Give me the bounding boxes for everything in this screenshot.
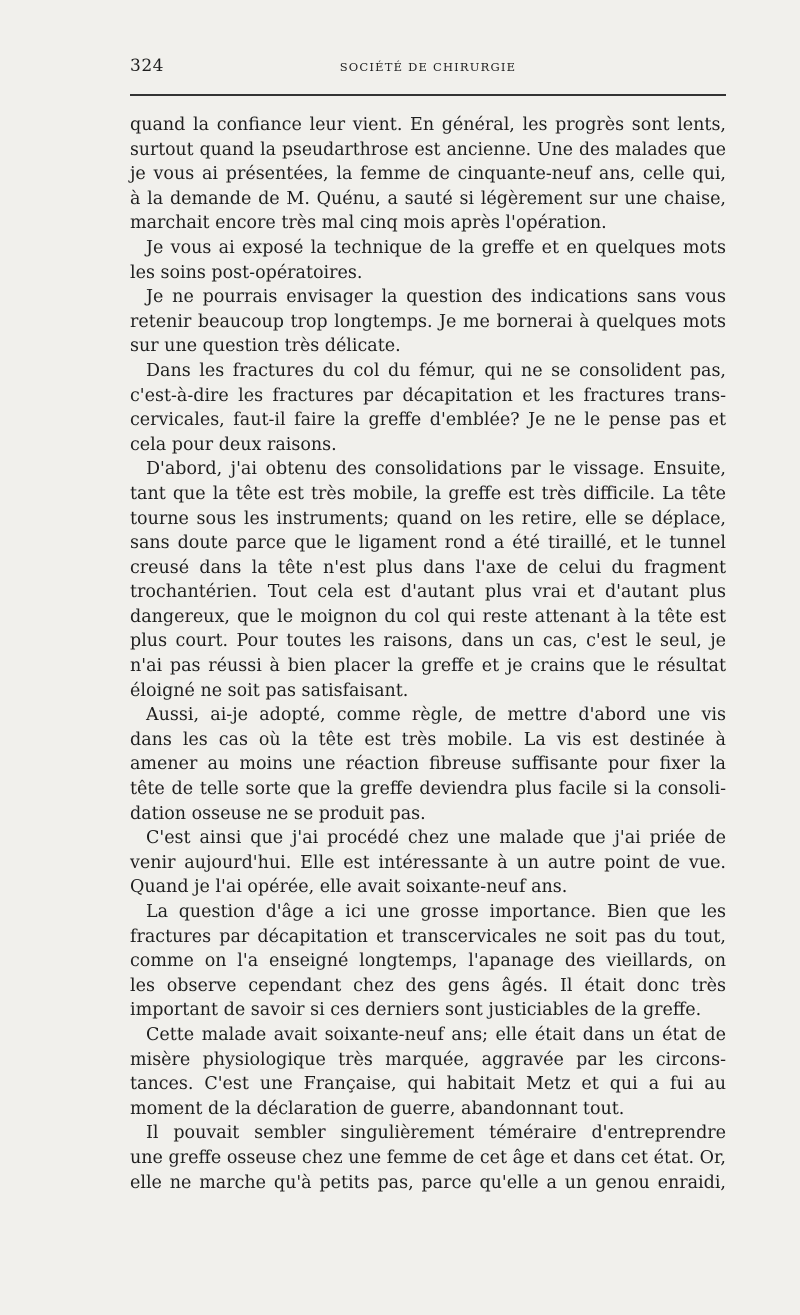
text-line: n'ai pas réussi à bien placer la greffe et je crains que le résultat [130,656,726,677]
text-line: les soins post-opératoires. [130,262,363,283]
text-line: retenir beaucoup trop longtemps. Je me bornerai à quelques mots [130,311,726,332]
body-text [130,113,726,1195]
text-line: Je ne pourrais envisager la question des indications sans vous [146,287,726,308]
text-line: venir aujourd'hui. Elle est intéressante à un autre point de vue. [130,852,726,873]
text-line: important de savoir si ces derniers sont justiciables de la greffe. [130,1000,702,1021]
text-line: à la demande de M. Quénu, a sauté si légèrement sur une chaise, [130,188,726,209]
text-line: tant que la tête est très mobile, la greffe est très difficile. La tête [130,483,726,504]
text-line: tourne sous les instruments; quand on les retire, elle se déplace, [130,508,726,529]
text-line: sur une question très délicate. [130,336,401,357]
text-line: tête de telle sorte que la greffe deviendra plus facile si la consoli- [130,779,726,800]
text-line: La question d'âge a ici une grosse importance. Bien que les [146,902,726,922]
text-line: fractures par décapitation et transcervicales ne soit pas du tout, [130,926,726,947]
text-line: les observe cependant chez des gens âgés. Il était donc très [130,975,726,996]
text-line: Aussi, ai-je adopté, comme règle, de mettre d'abord une vis [146,705,726,726]
text-line: C'est ainsi que j'ai procédé chez une malade que j'ai priée de [146,828,726,849]
text-line: cela pour deux raisons. [130,434,337,455]
text-line: tances. C'est une Française, qui habitait Metz et qui a fui au [130,1074,726,1095]
text-line: sans doute parce que le ligament rond a été tiraillé, et le tunnel [130,533,726,554]
text-line: creusé dans la tête n'est plus dans l'axe de celui du fragment [130,557,726,578]
text-line: cervicales, faut-il faire la greffe d'emblée? Je ne le pense pas et [130,410,726,431]
text-line: Il pouvait sembler singulièrement téméraire d'entreprendre [146,1123,726,1144]
running-title: SOCIÉTÉ DE CHIRURGIE [339,60,517,74]
text-line: Cette malade avait soixante-neuf ans; elle était dans un état de [146,1024,726,1045]
text-line: comme on l'a enseigné longtemps, l'apanage des vieillards, on [130,951,726,972]
text-line: Dans les fractures du col du fémur, qui ne se consolident pas, [146,360,726,381]
page-header [130,56,726,80]
text-line: moment de la déclaration de guerre, abandonnant tout. [130,1098,625,1119]
header-rule [130,94,726,96]
text-line: trochantérien. Tout cela est d'autant plus vrai et d'autant plus [130,582,726,603]
page-number: 324 [130,56,164,76]
text-line: Je vous ai exposé la technique de la greffe et en quelques mots [146,237,726,258]
text-line: une greffe osseuse chez une femme de cet âge et dans cet état. Or, [130,1147,726,1168]
text-line: éloigné ne soit pas satisfaisant. [130,680,409,701]
text-line: misère physiologique très marquée, aggravée par les circons- [130,1049,726,1070]
text-line: elle ne marche qu'à petits pas, parce qu'elle a un genou enraidi, [130,1172,726,1193]
text-line: amener au moins une réaction fibreuse suffisante pour fixer la [130,754,726,775]
text-line: Quand je l'ai opérée, elle avait soixante-neuf ans. [130,877,568,898]
text-line: dangereux, que le moignon du col qui reste attenant à la tête est [130,606,726,627]
text-line: c'est-à-dire les fractures par décapitation et les fractures trans- [130,385,726,406]
text-line: plus court. Pour toutes les raisons, dans un cas, c'est le seul, je [130,631,726,652]
text-line: dation osseuse ne se produit pas. [130,803,426,824]
text-line: D'abord, j'ai obtenu des consolidations par le vissage. Ensuite, [146,459,726,480]
text-line: surtout quand la pseudarthrose est ancienne. Une des malades que [130,139,726,160]
text-line: dans les cas où la tête est très mobile. La vis est destinée à [130,729,726,750]
text-line: marchait encore très mal cinq mois après l'opération. [130,213,607,234]
text-line: quand la confiance leur vient. En général, les progrès sont lents, [130,115,726,135]
text-line: je vous ai présentées, la femme de cinquante-neuf ans, celle qui, [130,164,726,185]
